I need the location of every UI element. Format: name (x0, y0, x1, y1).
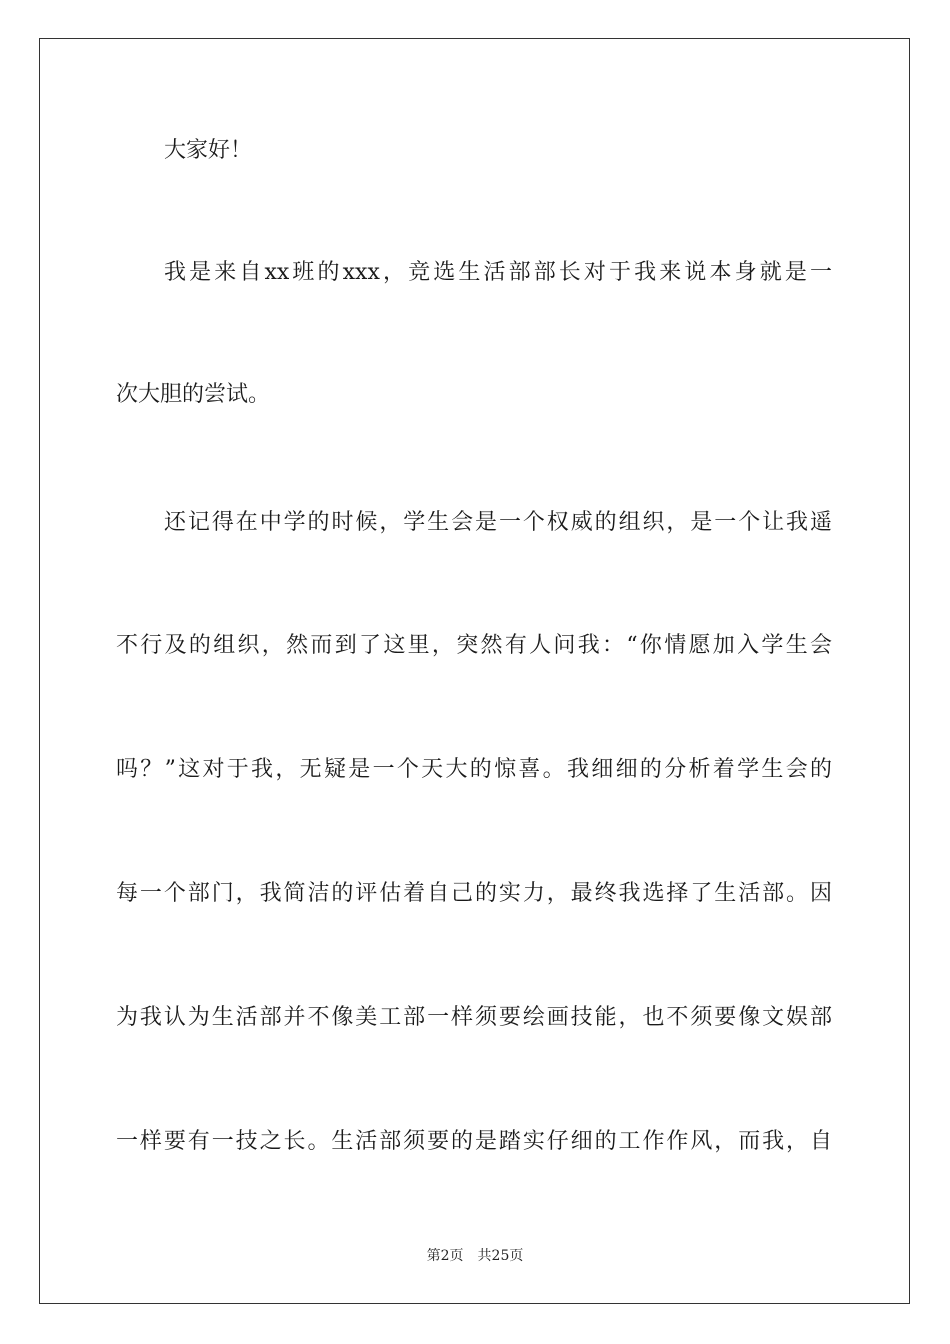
page-frame (39, 38, 910, 1304)
paragraph-greeting: 大家好！ (164, 138, 253, 163)
paragraph-line: 我是来自xx班的xxx，竞选生活部部长对于我来说本身就是一 (164, 260, 832, 285)
page-number-footer: 第2页 共25页 (426, 1248, 524, 1264)
paragraph-line: 还记得在中学的时候，学生会是一个权威的组织，是一个让我遥 (164, 510, 832, 535)
paragraph-line: 不行及的组织，然而到了这里，突然有人问我：“你情愿加入学生会 (116, 633, 832, 658)
paragraph-line: 为我认为生活部并不像美工部一样须要绘画技能，也不须要像文娱部 (116, 1005, 832, 1030)
paragraph-line: 吗？”这对于我，无疑是一个天大的惊喜。我细细的分析着学生会的 (116, 757, 832, 782)
paragraph-line: 次大胆的尝试。 (116, 382, 271, 407)
paragraph-line: 每一个部门，我简洁的评估着自己的实力，最终我选择了生活部。因 (116, 881, 832, 906)
paragraph-line: 一样要有一技之长。生活部须要的是踏实仔细的工作作风，而我，自 (116, 1129, 832, 1154)
